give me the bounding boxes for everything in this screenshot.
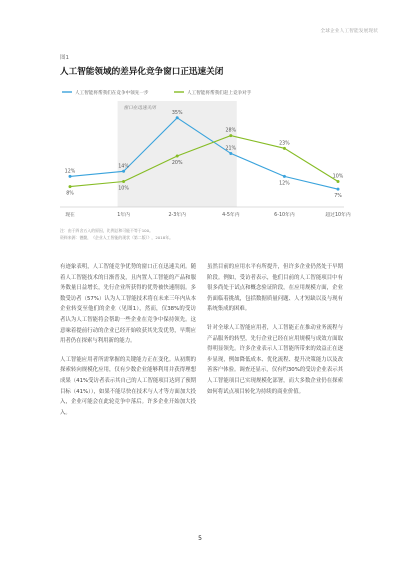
figure-source-line: 资料来源：德勤，《企业人工智能的现状（第二版）》，2018年。 xyxy=(60,235,173,240)
chart-svg xyxy=(56,83,351,225)
data-point xyxy=(176,155,179,158)
data-label: 35% xyxy=(171,110,183,116)
x-tick-label: 6-10年内 xyxy=(274,213,295,218)
data-point xyxy=(337,180,340,183)
data-point xyxy=(283,147,286,150)
body-column-right xyxy=(207,262,343,405)
data-point xyxy=(283,175,286,178)
figure-label: 图1 xyxy=(60,55,69,61)
data-point xyxy=(69,175,72,178)
legend-entry: 人工智能将帮我们在竞争中领先一步 xyxy=(75,91,149,96)
data-label: 12% xyxy=(64,169,76,175)
data-label: 12% xyxy=(279,181,290,187)
data-label: 10% xyxy=(118,186,129,192)
data-label: 23% xyxy=(279,141,290,147)
data-point xyxy=(337,188,340,191)
body-paragraph: 针对全球人工智能应用者，人工智能正在推动业务流程与产品服务的转型，先行企业已经在应用规模与成效方面取得明显领先。许多企业表示人工智能所带来的效益正在逐步显现，例如降低成本、优化流程、提升决策能力以及改善客户体验。调查还显示，仅有约30%的受访企业表示其人工智能项目已实现规模化部署，而大多数企业仍在探索如何将试点项目转化为持续的商业价值。 xyxy=(207,324,343,395)
data-point xyxy=(69,185,72,188)
data-point xyxy=(122,180,125,183)
data-label: 28% xyxy=(225,128,237,134)
line-chart xyxy=(56,83,351,225)
data-point xyxy=(122,170,125,173)
page-number: 5 xyxy=(198,535,202,542)
data-label: 14% xyxy=(118,164,129,170)
body-paragraph: 人工智能应用者所需掌握的关键能力正在变化。从初期的探索转向规模化应用，仅有少数企业能够利用并获得理想成果（41%受访者表示其自己的人工智能项目达到了预期目标（41%）），如果不能尽快在技术与人才等方面加大投入，企业可能会在此轮竞争中落后。许多企业开始加大投入。 xyxy=(60,356,196,416)
body-column-left xyxy=(60,262,196,426)
x-tick-label: 现在 xyxy=(65,213,75,218)
figure-note-line: 注：由于四舍五入的原因，比例总和可能不等于100。 xyxy=(60,228,154,233)
data-label: 21% xyxy=(225,146,237,152)
data-label: 10% xyxy=(332,174,344,180)
figure-note xyxy=(60,227,330,241)
body-paragraph: 虽然目前的应用水平有所提升，但许多企业仍然处于早期阶段。例如，受访者表示，他们目前的人工智能项目中有很多尚处于试点和概念验证阶段，在应用规模方面，企业仍面临着挑战，包括数据质量问题、人才短缺以及与现有系统集成的困难。 xyxy=(207,264,343,313)
x-tick-label: 2-3年内 xyxy=(168,213,186,218)
body-paragraph: 有迹象表明，人工智能竞争优势的窗口正在迅速关闭。随着人工智能技术的日渐普及，且内置人工智能的产品和服务数量日益增长，先行企业所获得的优势被快速削弱。多数受访者（57%）认为人工智能技术将在未来三年内从本企业转变至他们的企业（见图1），然而，仅38%的受访者认为人工智能将会帮助一些企业在竞争中保持领先。这意味着提前行动的企业已经开始收获其先发优势，早期应用者仍在探索与利用新的能力。 xyxy=(60,264,196,345)
band-label: 窗口在迅速关闭 xyxy=(123,106,156,111)
x-tick-label: 4-5年内 xyxy=(222,213,240,218)
data-point xyxy=(229,152,232,155)
x-tick-label: 超过10年内 xyxy=(325,213,351,218)
legend-entry: 人工智能将帮我们赶上竞争对手 xyxy=(187,91,252,96)
data-label: 8% xyxy=(66,191,74,197)
data-label: 20% xyxy=(171,161,183,166)
data-point xyxy=(176,116,179,119)
data-point xyxy=(229,134,232,137)
data-label: 7% xyxy=(334,194,342,200)
running-header: 全球企业人工智能发展现状 xyxy=(320,29,378,34)
figure-title: 人工智能领域的差异化竞争窗口正迅速关闭 xyxy=(60,67,224,77)
x-tick-label: 1年内 xyxy=(117,213,130,218)
